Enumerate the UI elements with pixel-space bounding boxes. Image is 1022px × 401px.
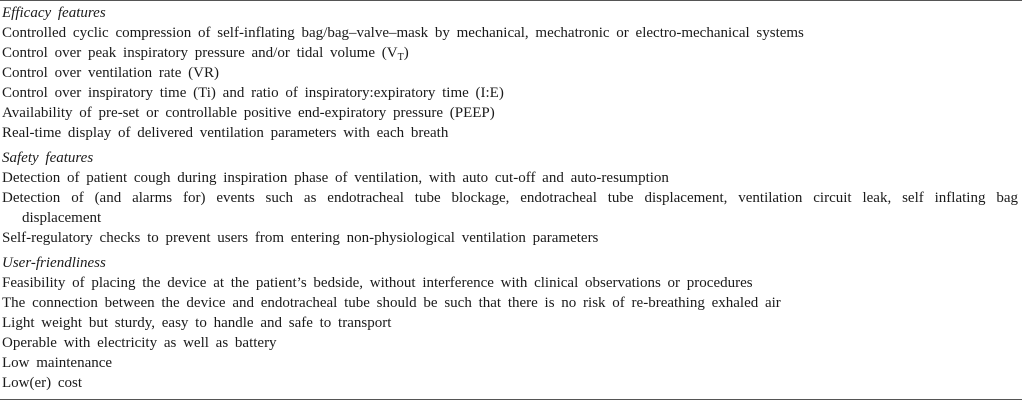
section-heading: Efficacy features xyxy=(2,5,106,21)
list-item: Controlled cyclic compression of self-inflating bag/bag–valve–mask by mechanical, mechatronic or electro-mechanical systems xyxy=(2,25,804,41)
item-text: ) xyxy=(403,45,409,61)
section-heading: Safety features xyxy=(2,150,94,166)
list-item: Operable with electricity as well as battery xyxy=(2,335,277,351)
section-heading: User-friendliness xyxy=(2,255,106,271)
item-text: Control over peak inspiratory pressure and/or tidal volume (V xyxy=(2,45,398,61)
list-item: Low maintenance xyxy=(2,355,113,371)
list-item: Feasibility of placing the device at the patient’s bedside, without interference with clinical observations or procedures xyxy=(2,275,753,291)
subscript: T xyxy=(397,52,404,63)
section-user-friendliness xyxy=(2,253,1018,393)
table-bottom-rule xyxy=(0,399,1022,400)
section-efficacy-features xyxy=(2,3,1018,143)
features-table xyxy=(2,3,1018,393)
section-safety-features xyxy=(2,148,1018,248)
list-item: Control over ventilation rate (VR) xyxy=(2,65,219,81)
list-item: Self-regulatory checks to prevent users from entering non-physiological ventilation parameters xyxy=(2,230,599,246)
list-item: The connection between the device and endotracheal tube should be such that there is no risk of re-breathing exhaled air xyxy=(2,295,781,311)
list-item: Low(er) cost xyxy=(2,375,83,391)
list-item: Detection of patient cough during inspiration phase of ventilation, with auto cut-off and auto-resumption xyxy=(2,170,669,186)
list-item: Light weight but sturdy, easy to handle and safe to transport xyxy=(2,315,392,331)
list-item: Real-time display of delivered ventilation parameters with each breath xyxy=(2,125,449,141)
list-item xyxy=(2,43,1018,63)
table-top-rule xyxy=(0,0,1022,1)
list-item: Control over inspiratory time (Ti) and ratio of inspiratory:expiratory time (I:E) xyxy=(2,85,504,101)
list-item: Availability of pre-set or controllable positive end-expiratory pressure (PEEP) xyxy=(2,105,495,121)
list-item: Detection of (and alarms for) events such as endotracheal tube blockage, endotracheal tube displacement, ventilation circuit leak, self inflating bag displacement xyxy=(2,190,1018,226)
